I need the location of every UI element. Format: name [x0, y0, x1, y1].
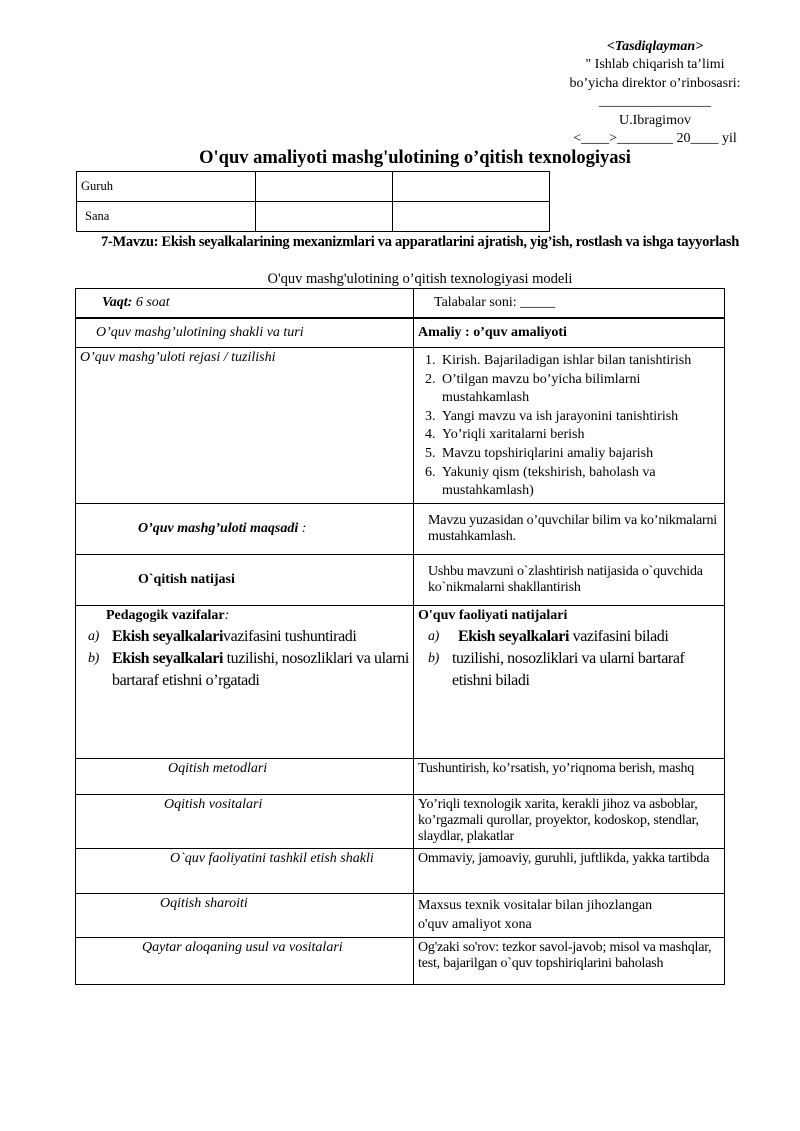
- act-label: O'quv faoliyati natijalari: [418, 607, 568, 623]
- feedback-label: Qaytar aloqaning usul va vositalari: [76, 937, 414, 984]
- model-table: [75, 288, 725, 985]
- form-value: Amaliy : o’quv amaliyoti: [414, 318, 725, 348]
- document-title: O'quv amaliyoti mashg'ulotining o’qitish texnologiyasi: [199, 148, 631, 168]
- approver-name: U.Ibragimov: [619, 112, 691, 128]
- result-row: [76, 554, 725, 605]
- ped-colon: :: [224, 607, 230, 623]
- date-label: Sana: [77, 202, 256, 232]
- conditions-label: Oqitish sharoiti: [76, 893, 414, 937]
- act-bold: Ekish seyalkalari: [458, 627, 570, 645]
- goal-value: Mavzu yuzasidan o’quvchilar bilim va ko’nikmalarni mustahkamlash.: [414, 503, 725, 554]
- result-value: Ushbu mavzuni o`zlashtirish natijasida o`quvchida ko`nikmalarni shakllantirish: [414, 554, 725, 605]
- group-cell-1: [256, 172, 393, 202]
- time-value: 6 soat: [132, 294, 170, 310]
- conditions-line-1: Maxsus texnik vositalar bilan jihozlangan: [418, 897, 653, 913]
- plan-item: 2. O’tilgan mavzu bo’yicha bilimlarni mustahkamlash: [439, 371, 720, 408]
- methods-label: Oqitish metodlari: [76, 758, 414, 794]
- plan-item: 4. Yo’riqli xaritalarni berish: [439, 426, 720, 445]
- form-label: O’quv mashg’ulotining shakli va turi: [76, 318, 414, 348]
- ped-text: vazifasini tushuntiradi: [223, 627, 357, 645]
- org-row: [76, 848, 725, 893]
- act-item: [428, 648, 720, 692]
- tasks-row: [76, 605, 725, 758]
- conditions-line-2: o'quv amaliyot xona: [418, 916, 532, 932]
- act-list: [418, 626, 720, 692]
- ped-bold: Ekish seyalkalari: [112, 649, 224, 667]
- date-row: [77, 202, 550, 232]
- act-text: vazifasini biladi: [569, 627, 669, 645]
- plan-cell: [414, 348, 725, 504]
- approval-line-1: " Ishlab chiqarish ta’limi: [585, 57, 725, 73]
- ped-cell: [76, 605, 414, 758]
- org-value: Ommaviy, jamoaviy, guruhli, juftlikda, yakka tartibda: [414, 848, 725, 893]
- org-label: O`quv faoliyatini tashkil etish shakli: [76, 848, 414, 893]
- ped-item: [88, 648, 409, 692]
- ped-marker: a): [88, 628, 99, 644]
- plan-label: O’quv mashg’uloti rejasi / tuzilishi: [76, 348, 414, 504]
- students-count: Talabalar soni: _____: [414, 289, 725, 318]
- plan-item: 5. Mavzu topshiriqlarini amaliy bajarish: [439, 445, 720, 464]
- ped-text: tuzilishi, nosozliklari va ularni bartaraf etishni o’rgatadi: [112, 649, 409, 689]
- act-text: tuzilishi, nosozliklari va ularni bartaraf etishni biladi: [452, 649, 685, 689]
- approval-block: [540, 38, 770, 148]
- form-row: [76, 318, 725, 348]
- ped-bold: Ekish seyalkalari: [112, 627, 224, 645]
- time-cell: [76, 289, 414, 318]
- plan-list: [418, 352, 720, 501]
- group-row: [77, 172, 550, 202]
- feedback-row: [76, 937, 725, 984]
- group-table: [76, 171, 550, 232]
- tools-value: Yo’riqli texnologik xarita, kerakli jihoz va asboblar, ko’rgazmali qurollar, proyektor, kodoskop, stendlar, slaydlar, plakatlar: [414, 794, 725, 848]
- signature-line: ________________: [599, 94, 711, 110]
- conditions-row: [76, 893, 725, 937]
- plan-item: 3. Yangi mavzu va ish jarayonini tanishtirish: [439, 408, 720, 427]
- ped-marker: b): [88, 650, 99, 666]
- time-label: Vaqt:: [102, 294, 133, 310]
- act-marker: b): [428, 650, 439, 666]
- ped-list: [88, 626, 409, 692]
- time-row: [76, 289, 725, 318]
- ped-item: [88, 626, 409, 648]
- act-marker: a): [428, 628, 439, 644]
- date-cell-1: [256, 202, 393, 232]
- approval-line-2: bo’yicha direktor o’rinbosasri:: [569, 75, 741, 91]
- conditions-cell: [414, 893, 725, 937]
- approval-heading: <Tasdiqlayman>: [606, 39, 704, 54]
- ped-label: Pedagogik vazifalar: [106, 607, 225, 623]
- goal-label: O’quv mashg’uloti maqsadi: [138, 520, 299, 536]
- goal-colon: :: [298, 520, 307, 536]
- plan-item: 1. Kirish. Bajariladigan ishlar bilan tanishtirish: [439, 352, 720, 371]
- plan-row: [76, 348, 725, 504]
- approval-date: <____>________ 20____ yil: [573, 131, 737, 147]
- tools-label: Oqitish vositalari: [76, 794, 414, 848]
- plan-item: 6. Yakuniy qism (tekshirish, baholash va mustahkamlash): [439, 464, 720, 501]
- act-item: [428, 626, 720, 648]
- methods-row: [76, 758, 725, 794]
- topic-heading: 7-Mavzu: Ekish seyalkalarining mexanizmlari va apparatlarini ajratish, yig’ish, rostlash va ishga tayyorlash: [101, 234, 739, 250]
- date-cell-2: [393, 202, 550, 232]
- goal-row: [76, 503, 725, 554]
- group-label: Guruh: [77, 172, 256, 202]
- model-subtitle: O'quv mashg'ulotining o’qitish texnologiyasi modeli: [267, 271, 573, 287]
- result-label: O`qitish natijasi: [76, 554, 414, 605]
- tools-row: [76, 794, 725, 848]
- feedback-value: Og'zaki so'rov: tezkor savol-javob; misol va mashqlar, test, bajarilgan o`quv topshiriqlarini baholash: [414, 937, 725, 984]
- group-cell-2: [393, 172, 550, 202]
- act-cell: [414, 605, 725, 758]
- methods-value: Tushuntirish, ko’rsatish, yo’riqnoma berish, mashq: [414, 758, 725, 794]
- goal-cell: [76, 503, 414, 554]
